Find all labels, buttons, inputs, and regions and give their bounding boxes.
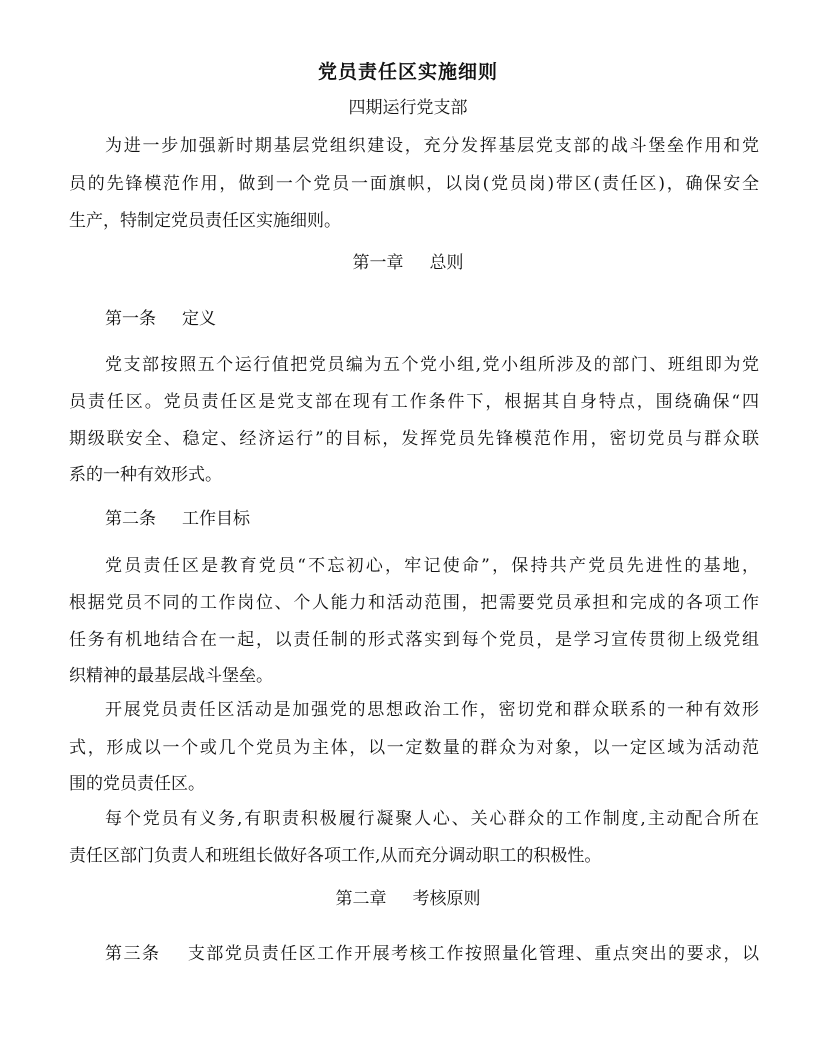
article-2-heading: [105, 503, 759, 535]
intro-line-3: 生产，特制定党员责任区实施细则。: [69, 211, 341, 231]
chapter-1-heading: [0, 247, 816, 279]
article-2-p1-line-4: 织精神的最基层战斗堡垒。: [69, 666, 273, 686]
chapter-1-name: 总则: [429, 253, 464, 273]
article-1-line-4: 系的一种有效形式。: [69, 465, 222, 485]
chapter-2-number: 第二章: [335, 889, 387, 909]
article-1-name: 定义: [182, 309, 216, 329]
chapter-2-name: 考核原则: [412, 889, 481, 909]
chapter-2-heading: [0, 883, 816, 915]
article-3-text: 支部党员责任区工作开展考核工作按照量化管理、重点突出的要求，以: [186, 944, 759, 964]
article-2-name: 工作目标: [182, 509, 250, 529]
article-3-number: 第三条: [105, 944, 161, 964]
article-2-number: 第二条: [105, 509, 156, 529]
article-2-p3-line-1: 每个党员有义务,有职责积极履行凝聚人心、关心群众的工作制度,主动配合所在: [105, 809, 759, 829]
article-3-line-1: [105, 938, 759, 970]
article-1-number: 第一条: [105, 309, 156, 329]
intro-line-2: 员的先锋模范作用，做到一个党员一面旗帜，以岗(党员岗)带区(责任区)，确保安全: [69, 174, 759, 194]
document-title: 党员责任区实施细则: [317, 61, 498, 83]
intro-line-1: 为进一步加强新时期基层党组织建设，充分发挥基层党支部的战斗堡垒作用和党: [105, 136, 759, 156]
article-2-p1-line-3: 任务有机地结合在一起，以责任制的形式落实到每个党员，是学习宣传贯彻上级党组: [69, 630, 759, 650]
article-2-p3-line-2: 责任区部门负责人和班组长做好各项工作,从而充分调动职工的积极性。: [69, 846, 602, 866]
chapter-1-number: 第一章: [352, 253, 404, 273]
article-1-line-1: 党支部按照五个运行值把党员编为五个党小组,党小组所涉及的部门、班组即为党: [105, 355, 759, 375]
article-1-line-3: 期级联安全、稳定、经济运行”的目标，发挥党员先锋模范作用，密切党员与群众联: [69, 429, 759, 449]
article-1-line-2: 员责任区。党员责任区是党支部在现有工作条件下，根据其自身特点，围绕确保“四: [69, 392, 759, 412]
article-2-p1-line-2: 根据党员不同的工作岗位、个人能力和活动范围，把需要党员承担和完成的各项工作: [69, 593, 759, 613]
article-2-p2-line-2: 式，形成以一个或几个党员为主体，以一定数量的群众为对象，以一定区域为活动范: [69, 738, 759, 758]
article-2-p1-line-1: 党员责任区是教育党员“不忘初心，牢记使命”，保持共产党员先进性的基地，: [105, 556, 759, 576]
article-1-heading: [105, 303, 759, 335]
article-2-p2-line-3: 围的党员责任区。: [69, 774, 205, 794]
document-subtitle: 四期运行党支部: [348, 98, 468, 118]
article-2-p2-line-1: 开展党员责任区活动是加强党的思想政治工作，密切党和群众联系的一种有效形: [105, 700, 759, 720]
